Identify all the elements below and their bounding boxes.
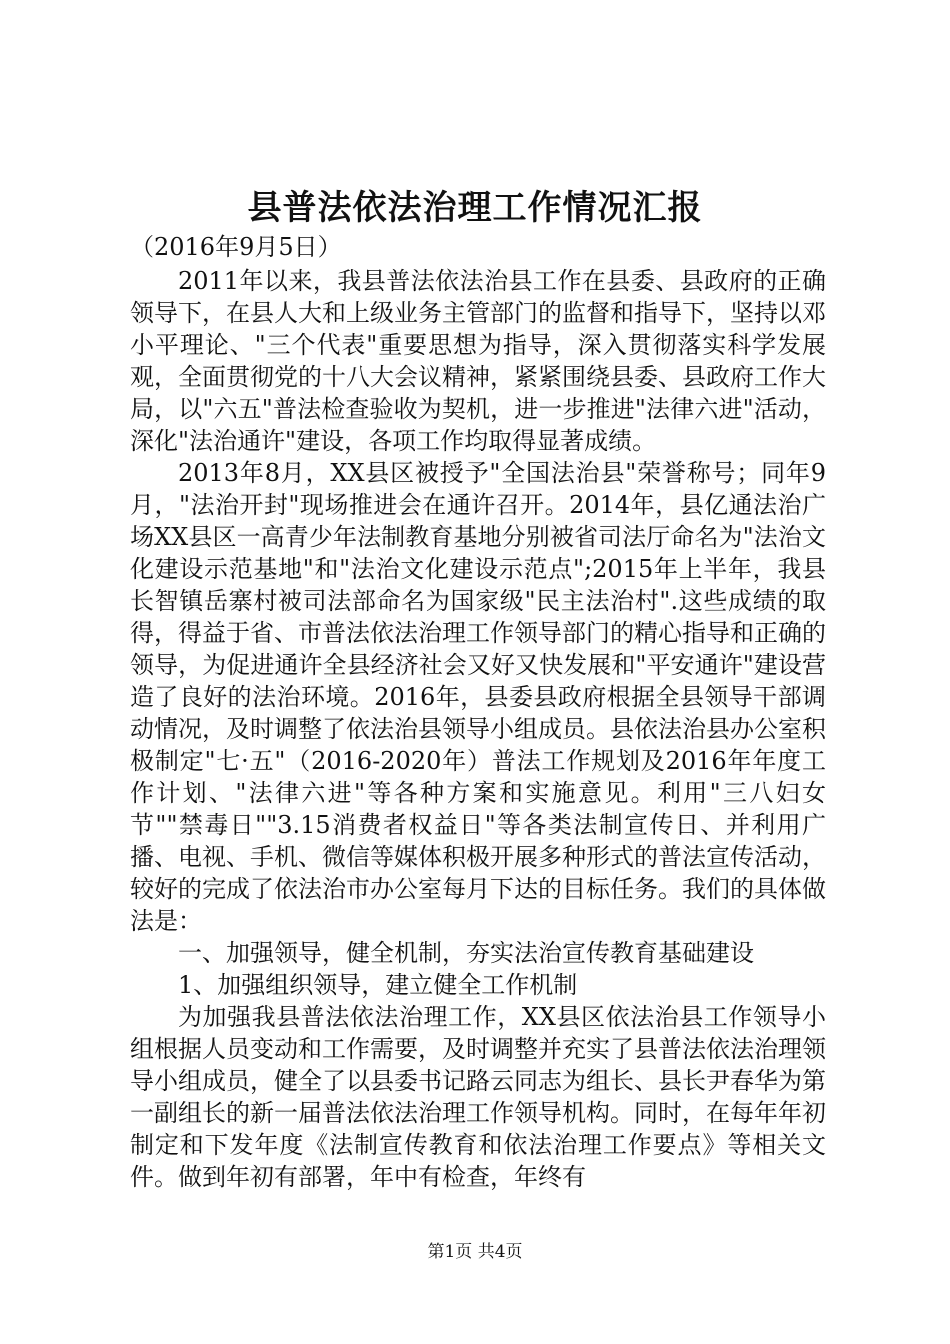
- document-body: [130, 265, 826, 1193]
- body-paragraph-1: 2011年以来，我县普法依法治县工作在县委、县政府的正确领导下，在县人大和上级业务主管部门的监督和指导下，坚持以邓小平理论、"三个代表"重要思想为指导，深入贯彻落实科学发展观，全面贯彻党的十八大会议精神，紧紧围绕县委、县政府工作大局，以"六五"普法检查验收为契机，进一步推进"法律六进"活动，深化"法治通许"建设，各项工作均取得显著成绩。: [130, 267, 826, 455]
- body-paragraph-2: 2013年8月，XX县区被授予"全国法治县"荣誉称号；同年9月，"法治开封"现场推进会在通许召开。2014年，县亿通法治广场XX县区一高青少年法制教育基地分别被省司法厅命名为"法治文化建设示范基地"和"法治文化建设示范点";2015年上半年，我县长智镇岳寨村被司法部命名为国家级"民主法治村".这些成绩的取得，得益于省、市普法依法治理工作领导部门的精心指导和正确的领导，为促进通许全县经济社会又好又快发展和"平安通许"建设营造了良好的法治环境。2016年，县委县政府根据全县领导干部调动情况，及时调整了依法治县领导小组成员。县依法治县办公室积极制定"七·五"（2016-2020年）普法工作规划及2016年年度工作计划、"法律六进"等各种方案和实施意见。利用"三八妇女节""禁毒日""3.15消费者权益日"等各类法制宣传日、并利用广播、电视、手机、微信等媒体积极开展多种形式的普法宣传活动，较好的完成了依法治市办公室每月下达的目标任务。我们的具体做法是：: [130, 459, 826, 935]
- section-heading: 一、加强领导，健全机制，夯实法治宣传教育基础建设: [178, 939, 754, 967]
- page-footer: 第1页 共4页: [427, 1242, 523, 1262]
- body-paragraph-3: 为加强我县普法依法治理工作，XX县区依法治县工作领导小组根据人员变动和工作需要，及时调整并充实了县普法依法治理领导小组成员，健全了以县委书记路云同志为组长、县长尹春华为第一副组长的新一届普法依法治理工作领导机构。同时，在每年年初制定和下发年度《法制宣传教育和依法治理工作要点》等相关文件。做到年初有部署，年中有检查，年终有: [130, 1003, 826, 1191]
- document-title: 县普法依法治理工作情况汇报: [247, 188, 703, 228]
- subsection-heading: 1、加强组织领导，建立健全工作机制: [178, 971, 578, 999]
- document-date: （2016年9月5日）: [130, 233, 342, 261]
